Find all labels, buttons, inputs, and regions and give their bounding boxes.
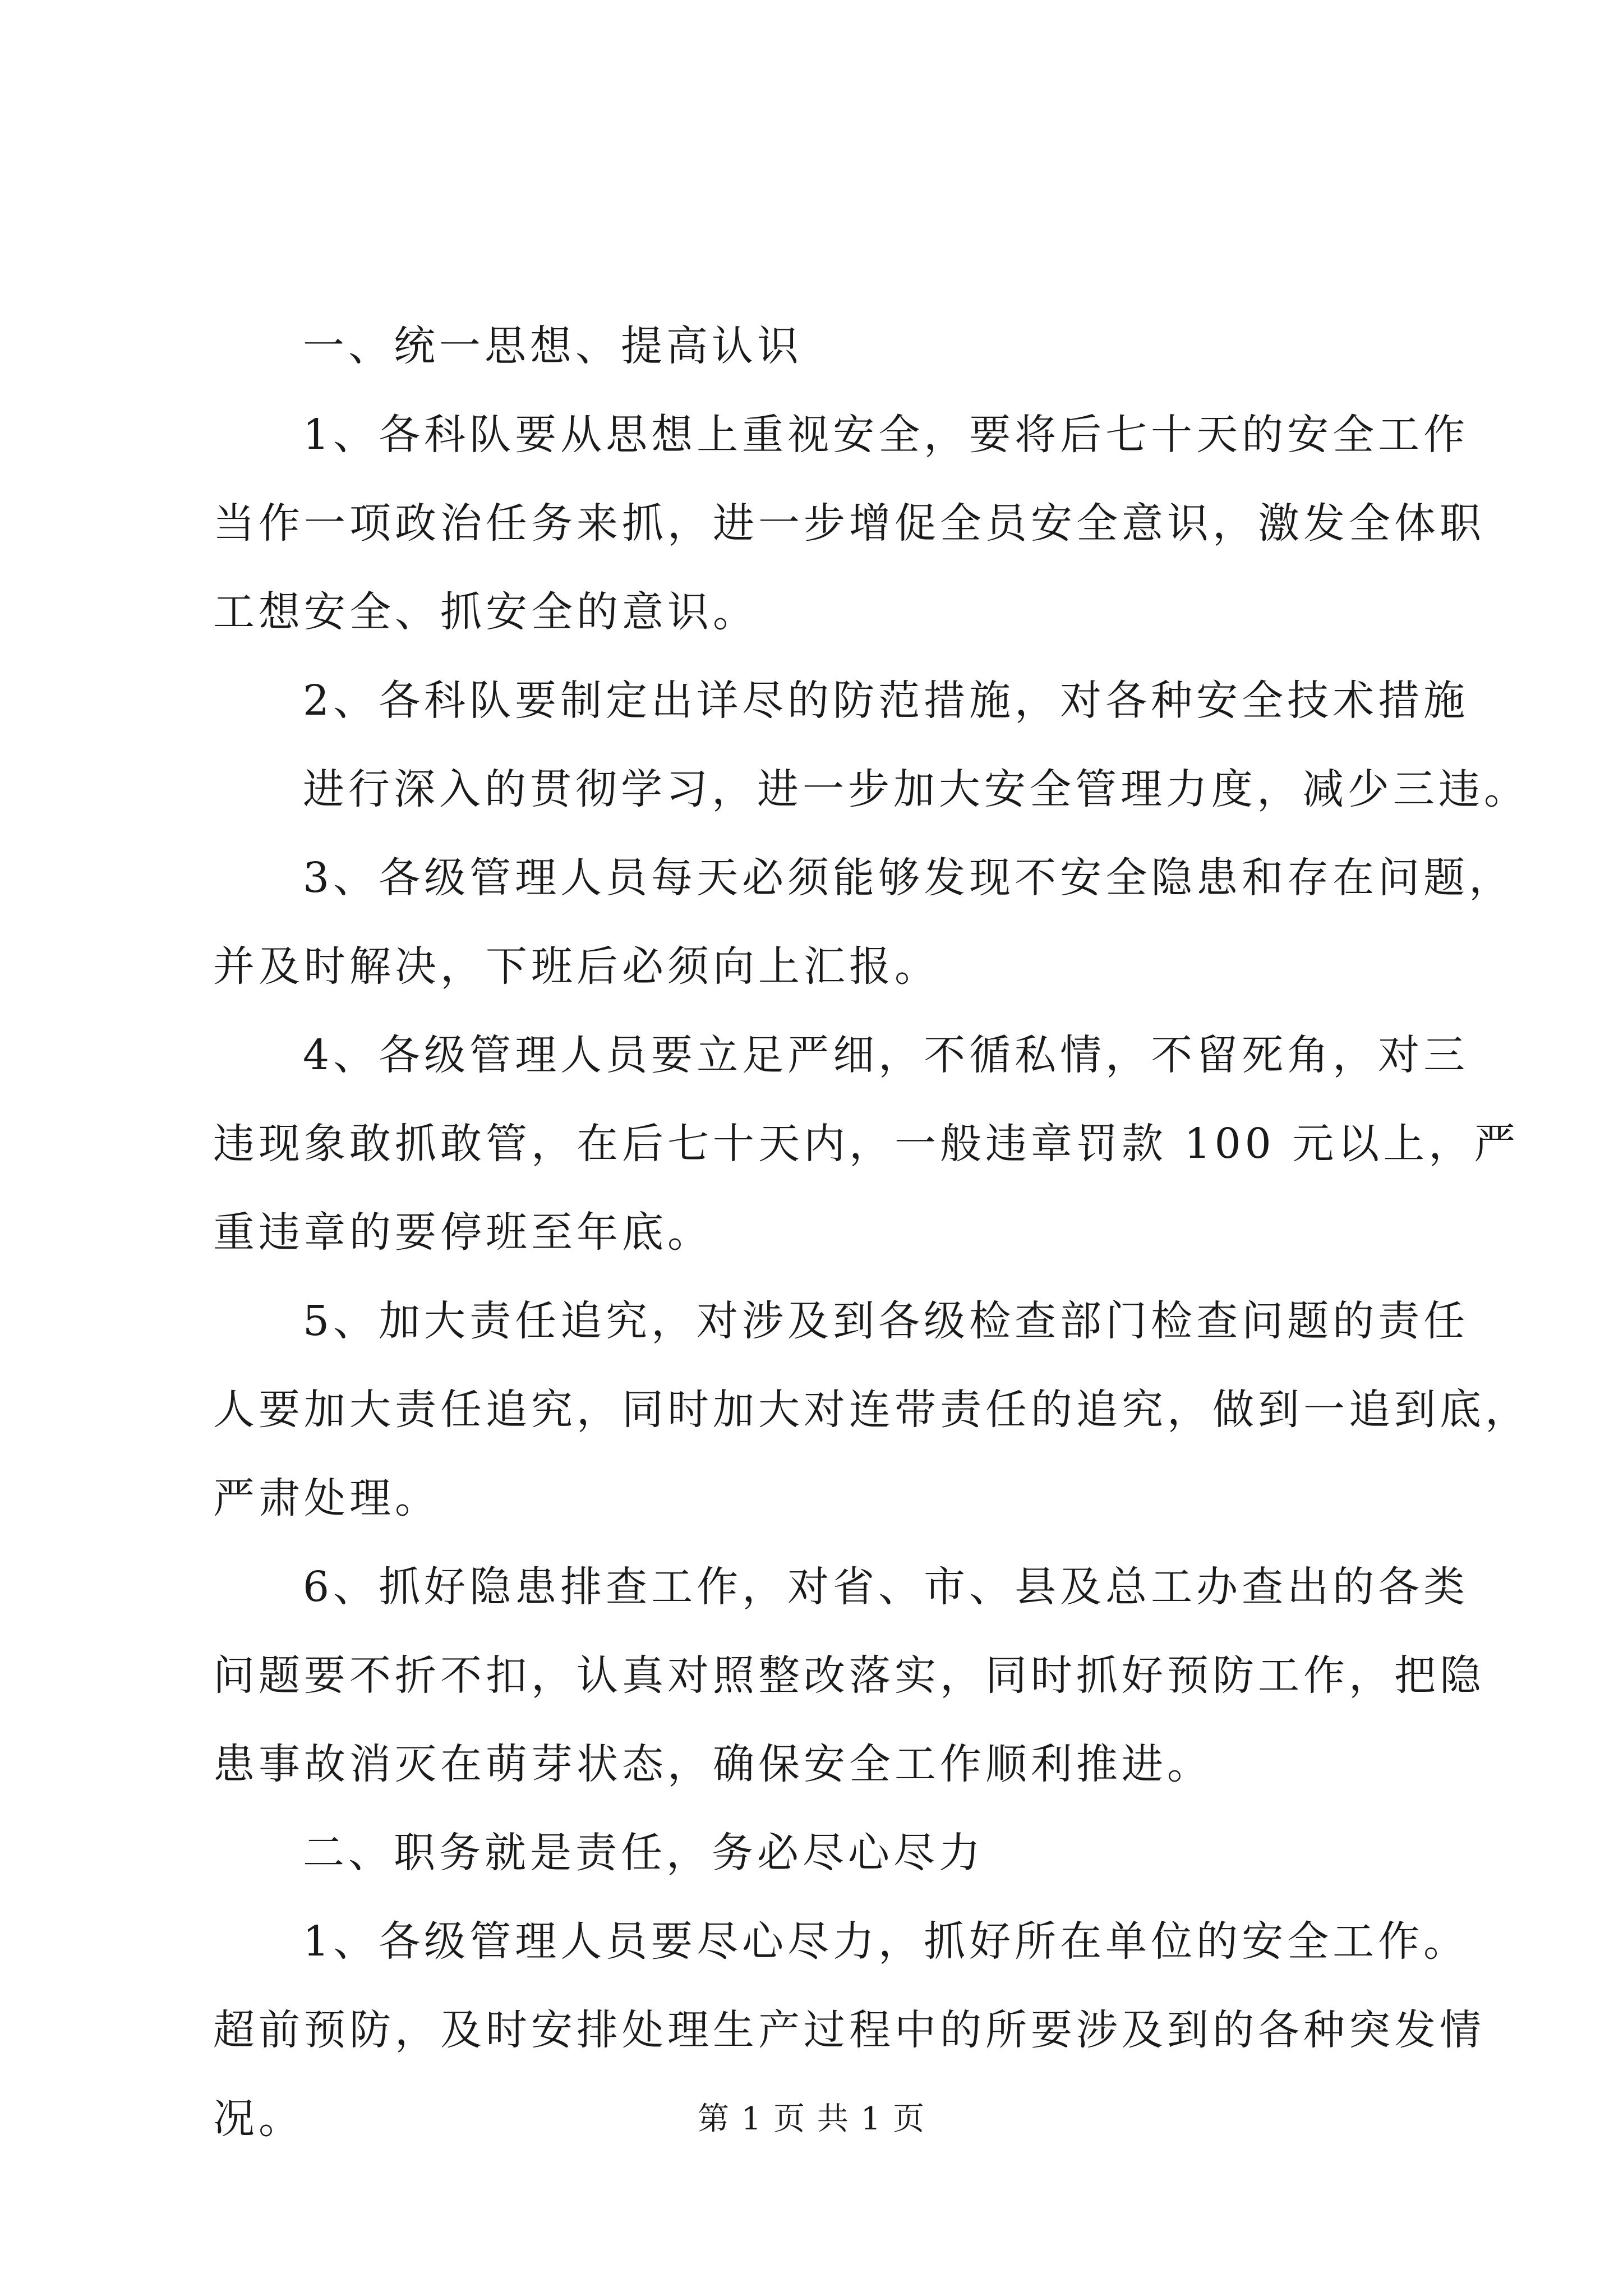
paragraph-line: 人要加大责任追究，同时加大对连带责任的追究，做到一追到底， [213,1386,1530,1434]
paragraph-line: 况。 [213,2095,304,2143]
paragraph-line: 工想安全、抓安全的意识。 [213,588,758,636]
paragraph-line: 1、各科队要从思想上重视安全，要将后七十天的安全工作 [303,411,1469,459]
paragraph-line: 5、加大责任追究，对涉及到各级检查部门检查问题的责任 [303,1297,1469,1345]
paragraph-line: 违现象敢抓敢管，在后七十天内，一般违章罚款 100 元以上，严 [213,1120,1520,1168]
paragraph-line: 重违章的要停班至年底。 [213,1208,713,1257]
paragraph-line: 3、各级管理人员每天必须能够发现不安全隐患和存在问题， [303,854,1515,902]
paragraph-line: 6、抓好隐患排查工作，对省、市、县及总工办查出的各类 [303,1563,1469,1611]
page-number-label: 第 1 页 共 1 页 [697,2101,926,2137]
paragraph-line: 4、各级管理人员要立足严细，不循私情，不留死角，对三 [303,1031,1469,1079]
paragraph-line: 患事故消灭在萌芽状态，确保安全工作顺利推进。 [213,1740,1212,1788]
paragraph-line: 并及时解决，下班后必须向上汇报。 [213,942,940,991]
paragraph-line: 进行深入的贯彻学习，进一步加大安全管理力度，减少三违。 [303,765,1529,813]
paragraph-line: 严肃处理。 [213,1474,440,1522]
paragraph-line: 当作一项政治任务来抓，进一步增促全员安全意识，激发全体职 [213,499,1485,547]
paragraph-line: 2、各科队要制定出详尽的防范措施，对各种安全技术措施 [303,677,1469,725]
paragraph-line: 问题要不折不扣，认真对照整改落实，同时抓好预防工作，把隐 [213,1651,1485,1700]
paragraph-line: 超前预防，及时安排处理生产过程中的所要涉及到的各种突发情 [213,2006,1485,2054]
document-body [213,302,1530,2163]
section-heading-1: 一、统一思想、提高认识 [303,322,803,370]
paragraph-line: 1、各级管理人员要尽心尽力，抓好所在单位的安全工作。 [303,1917,1469,1966]
page-footer [0,2097,1623,2142]
section-heading-2: 二、职务就是责任，务必尽心尽力 [303,1829,984,1877]
